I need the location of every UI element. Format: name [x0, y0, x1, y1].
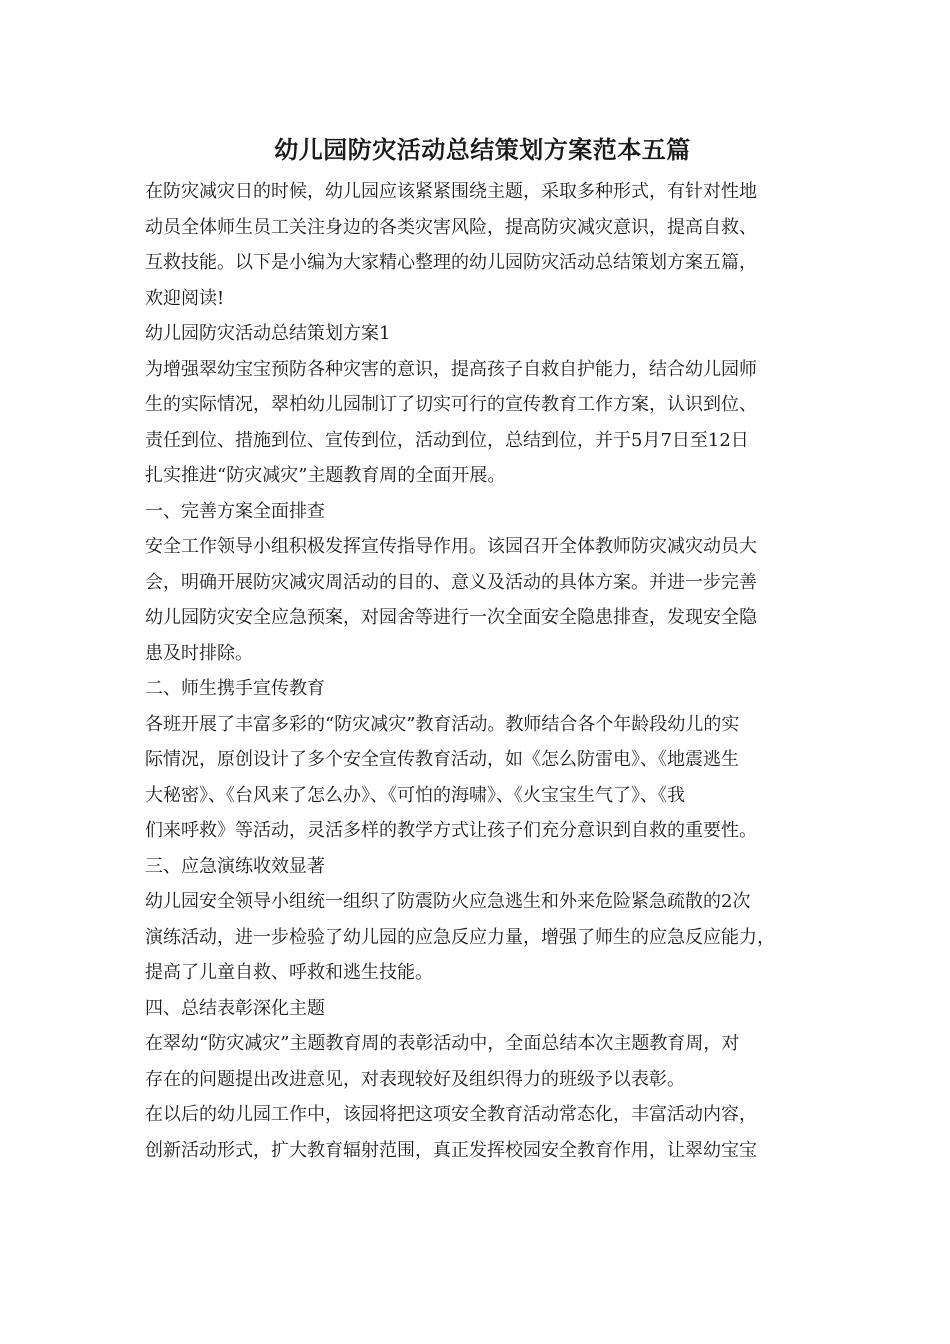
- document-page: [145, 130, 820, 1168]
- body-line: 责任到位、措施到位、宣传到位，活动到位，总结到位，并于5月7日至12日: [145, 429, 749, 451]
- document-title: 幼儿园防灾活动总结策划方案范本五篇: [274, 135, 691, 164]
- body-line: 各班开展了丰富多彩的“防灾减灾”教育活动。教师结合各个年龄段幼儿的实: [145, 713, 740, 735]
- document-body: [145, 174, 820, 1168]
- body-line: 安全工作领导小组积极发挥宣传指导作用。该园召开全体教师防灾减灾动员大: [145, 536, 757, 557]
- body-line: 演练活动，进一步检验了幼儿园的应急反应力量，增强了师生的应急反应能力，: [145, 926, 775, 948]
- section-heading: 幼儿园防灾活动总结策划方案1: [145, 323, 391, 344]
- body-line: 扎实推进“防灾减灾”主题教育周的全面开展。: [145, 465, 506, 486]
- body-line: 在以后的幼儿园工作中，该园将把这项安全教育活动常态化，丰富活动内容，: [145, 1104, 757, 1125]
- section-heading: 二、师生携手宣传教育: [145, 678, 325, 699]
- body-line: 动员全体师生员工关注身边的各类灾害风险，提高防灾减灾意识，提高自救、: [145, 216, 757, 238]
- body-line: 患及时排除。: [145, 642, 253, 664]
- body-line: 在翠幼“防灾减灾”主题教育周的表彰活动中，全面总结本次主题教育周，对: [145, 1033, 740, 1054]
- body-line: 大秘密》、《台风来了怎么办》、《可怕的海啸》、《火宝宝生气了》、《我: [145, 784, 685, 806]
- body-line: 提高了儿童自救、呼救和逃生技能。: [145, 962, 433, 983]
- body-line: 为增强翠幼宝宝预防各种灾害的意识，提高孩子自救自护能力，结合幼儿园师: [145, 358, 757, 380]
- body-line: 欢迎阅读!: [145, 287, 225, 309]
- section-heading: 一、完善方案全面排查: [145, 500, 325, 522]
- body-line: 幼儿园安全领导小组统一组织了防震防火应急逃生和外来危险紧急疏散的2次: [145, 891, 751, 912]
- body-line: 在防灾减灾日的时候，幼儿园应该紧紧围绕主题，采取多种形式，有针对性地: [145, 181, 757, 202]
- body-line: 际情况，原创设计了多个安全宣传教育活动，如《怎么防雷电》、《地震逃生: [145, 749, 739, 770]
- section-heading: 四、总结表彰深化主题: [145, 997, 325, 1019]
- body-line: 们来呼救》等活动，灵活多样的教学方式让孩子们充分意识到自救的重要性。: [145, 820, 757, 841]
- body-line: 创新活动形式，扩大教育辐射范围，真正发挥校园安全教育作用，让翠幼宝宝: [145, 1139, 757, 1161]
- body-line: 生的实际情况，翠柏幼儿园制订了切实可行的宣传教育工作方案，认识到位、: [145, 394, 757, 415]
- body-line: 会，明确开展防灾减灾周活动的目的、意义及活动的具体方案。并进一步完善: [145, 571, 757, 593]
- body-line: 幼儿园防灾安全应急预案，对园舍等进行一次全面安全隐患排查，发现安全隐: [145, 607, 757, 628]
- section-heading: 三、应急演练收效显著: [145, 855, 325, 877]
- body-line: 存在的问题提出改进意见，对表现较好及组织得力的班级予以表彰。: [145, 1068, 685, 1090]
- body-line: 互救技能。以下是小编为大家精心整理的幼儿园防灾活动总结策划方案五篇，: [145, 252, 757, 273]
